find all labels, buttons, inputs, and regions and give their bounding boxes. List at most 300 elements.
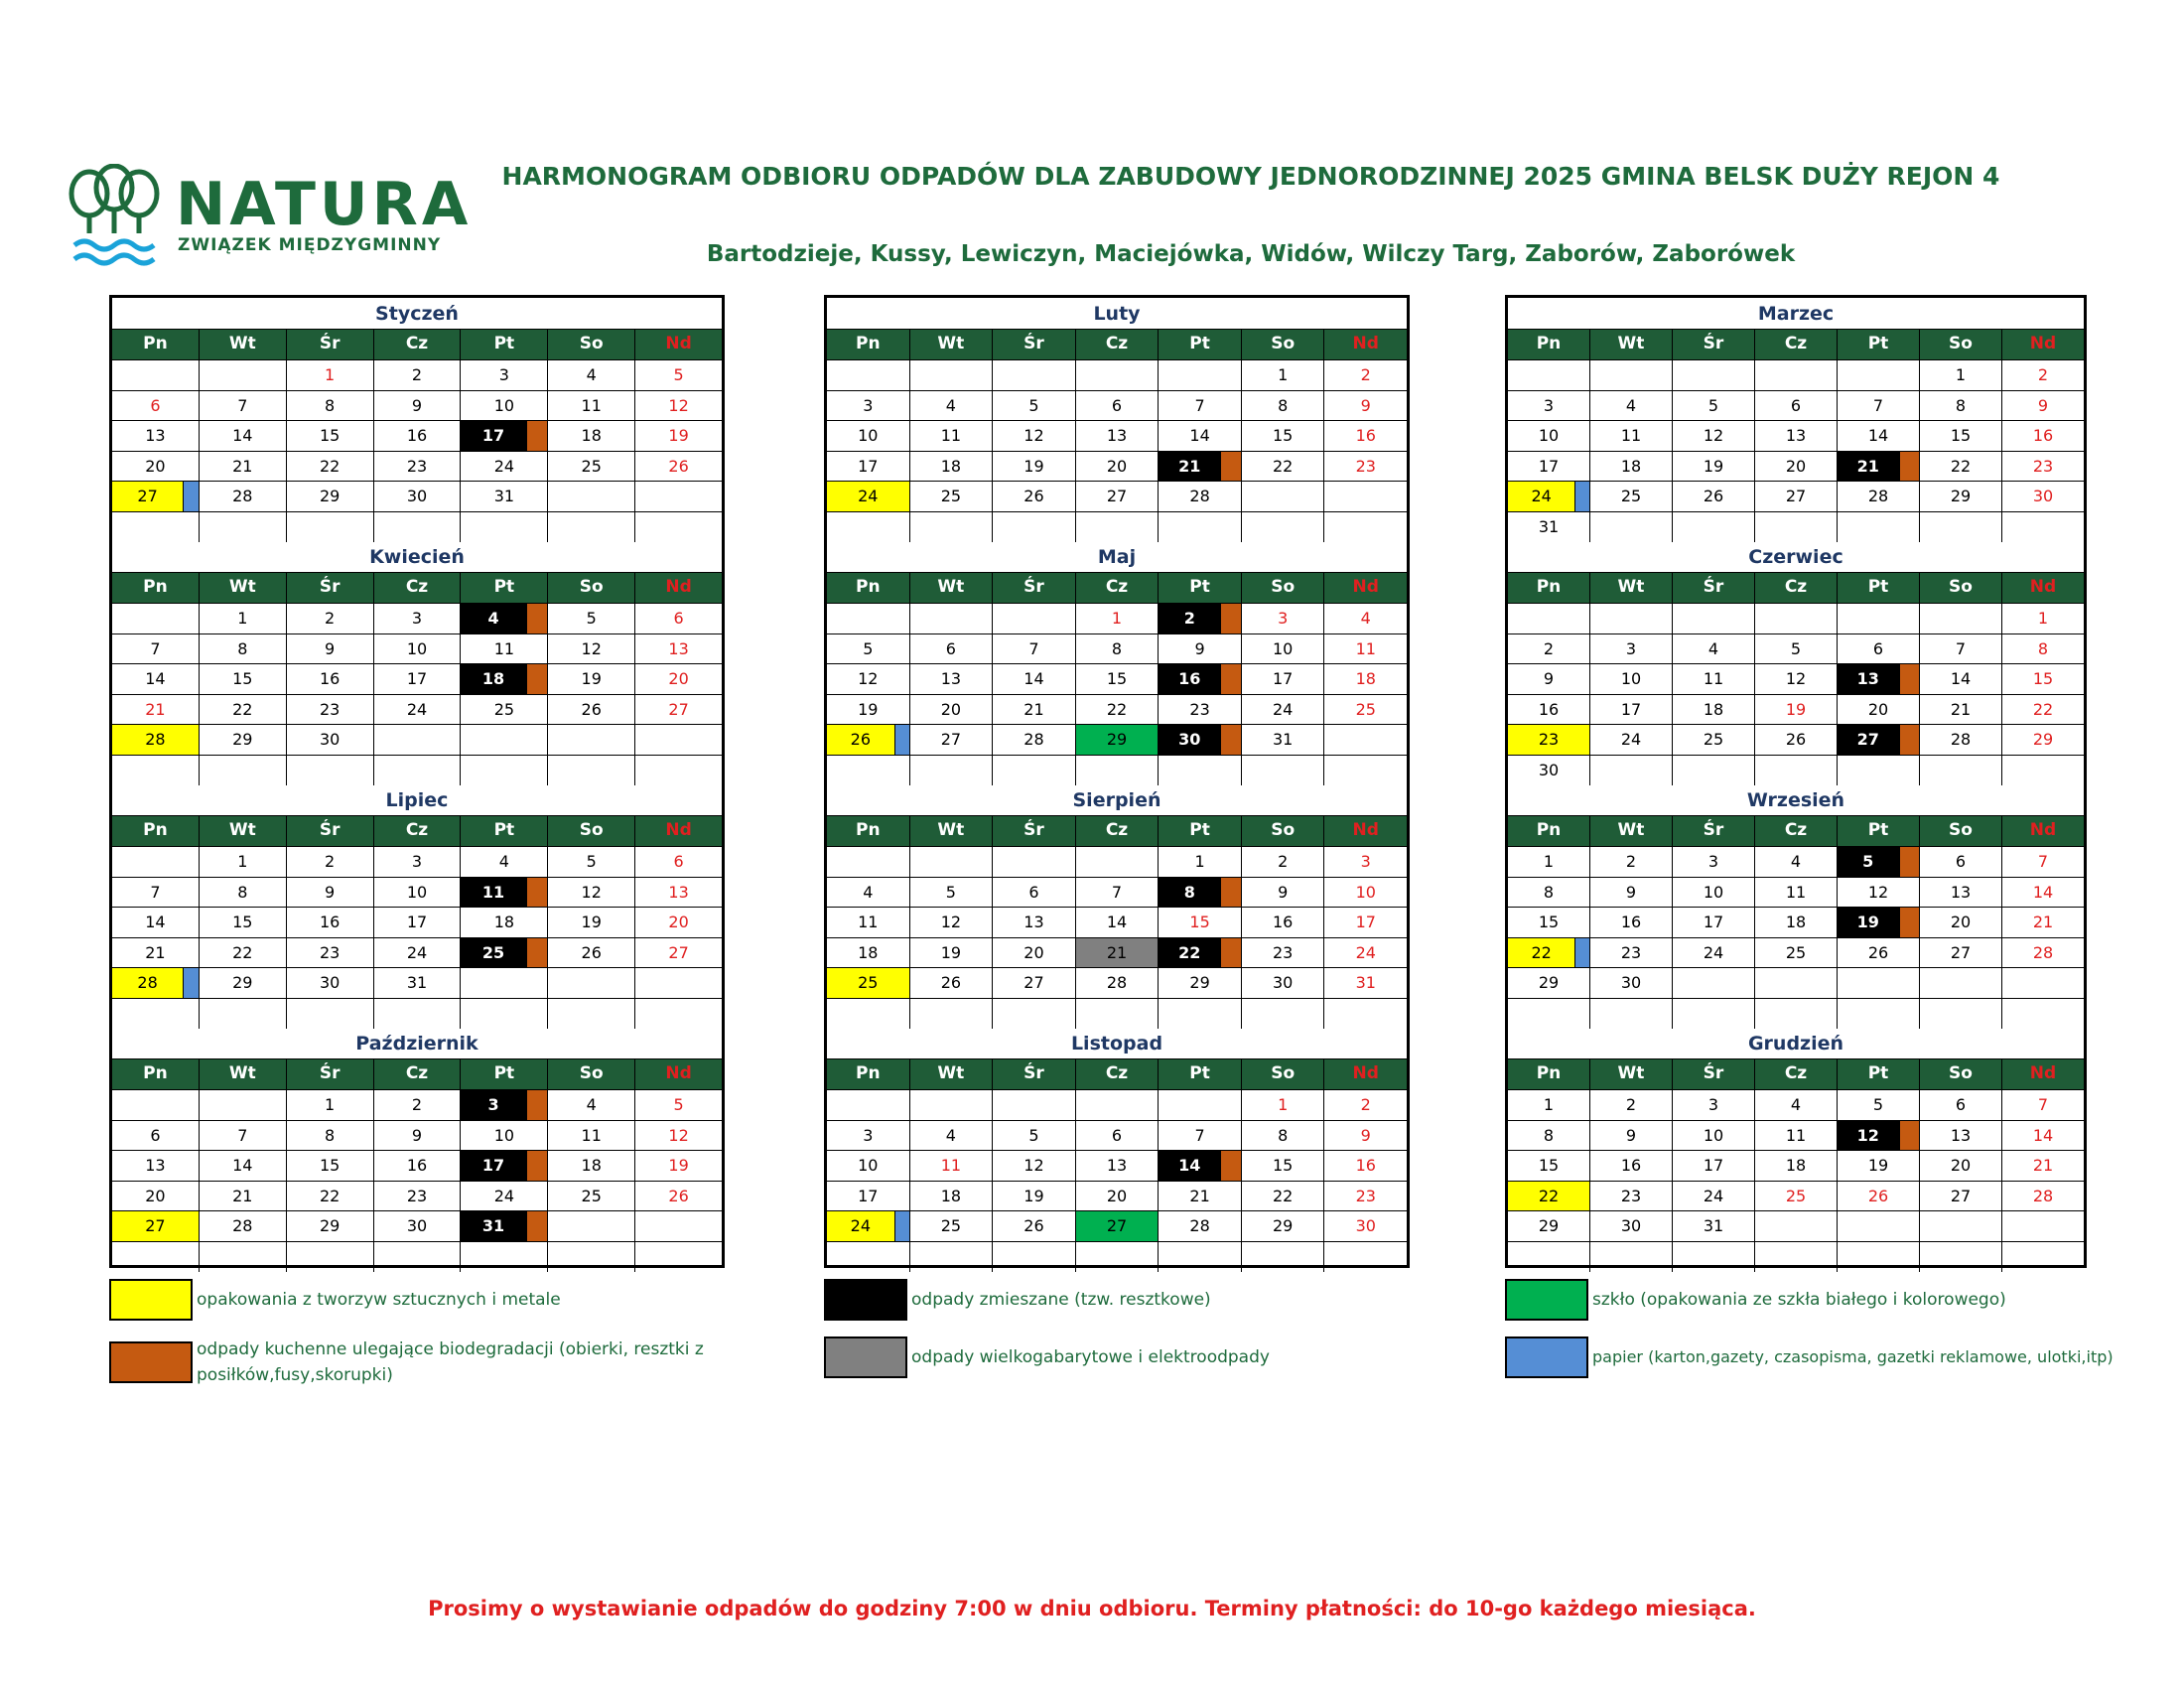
week-row	[112, 695, 722, 726]
week-row	[1508, 1151, 2084, 1182]
day-cell: 8	[1242, 391, 1325, 421]
day-cell: 22	[1076, 695, 1160, 725]
day-cell: 4	[548, 360, 635, 390]
day-cell: 1	[1508, 847, 1590, 877]
day-cell: 25	[1355, 699, 1376, 719]
day-cell: 26	[1838, 938, 1920, 968]
day-cell: 7	[1076, 878, 1160, 908]
day-cell: 1	[1076, 604, 1160, 633]
day-cell	[112, 1242, 200, 1273]
week-row	[827, 1182, 1407, 1212]
day-cell	[1920, 968, 2002, 998]
week-row	[112, 938, 722, 969]
day-cell: 12	[548, 634, 635, 664]
week-row	[1508, 695, 2084, 726]
day-cell: 29	[1242, 1211, 1325, 1241]
weekday-label: Wt	[1590, 573, 1673, 603]
weekday-label: Cz	[1755, 330, 1838, 359]
day-cell: 20	[668, 913, 689, 931]
day-cell: 14	[1159, 421, 1242, 451]
legend-swatch-plastic	[109, 1279, 193, 1321]
day-cell: 25	[1755, 938, 1838, 968]
day-cell: 30	[374, 482, 462, 511]
day-cell: 6	[112, 391, 200, 421]
legend-swatch-mixed	[824, 1279, 907, 1321]
day-cell: 27	[112, 482, 200, 511]
day-cell: 24	[1590, 725, 1673, 755]
day-cell	[1838, 604, 1920, 633]
day-cell: 22	[200, 695, 287, 725]
weekday-label: Nd	[1352, 820, 1379, 840]
day-cell: 19	[668, 426, 689, 445]
week-row	[827, 1151, 1407, 1182]
day-cell: 12	[827, 664, 910, 694]
day-cell: 12	[993, 421, 1076, 451]
day-cell: 3	[461, 1090, 548, 1120]
week-row	[827, 1121, 1407, 1152]
day-cell: 19	[1755, 695, 1838, 725]
day-cell: 16	[1590, 908, 1673, 937]
weekday-label: Pt	[461, 573, 548, 603]
day-cell	[287, 999, 374, 1030]
day-cell: 3	[827, 1121, 910, 1151]
day-cell: 20	[1076, 1182, 1160, 1211]
weekday-label: So	[548, 816, 635, 846]
day-cell	[112, 360, 200, 390]
day-cell	[1076, 1242, 1160, 1273]
day-cell: 19	[1673, 452, 1755, 482]
weekday-label: Wt	[1590, 1059, 1673, 1089]
day-cell	[2002, 999, 2084, 1030]
weekday-header	[1508, 1059, 2084, 1090]
week-row	[1508, 604, 2084, 634]
month-title: Sierpień	[827, 784, 1407, 816]
week-row	[1508, 1121, 2084, 1152]
day-cell: 11	[548, 391, 635, 421]
day-cell: 7	[200, 391, 287, 421]
day-cell: 7	[112, 634, 200, 664]
week-row	[827, 604, 1407, 634]
day-cell	[1324, 1242, 1407, 1273]
day-cell	[200, 512, 287, 543]
week-row	[1508, 1182, 2084, 1212]
day-cell: 21	[1076, 938, 1160, 968]
day-cell: 30	[2032, 487, 2054, 505]
week-row	[112, 1151, 722, 1182]
week-row	[1508, 1242, 2084, 1273]
weekday-header	[112, 573, 722, 604]
day-cell: 10	[461, 391, 548, 421]
day-cell: 13	[1076, 1151, 1160, 1181]
week-row	[1508, 847, 2084, 878]
day-cell: 23	[287, 938, 374, 968]
day-cell	[910, 1242, 994, 1273]
day-cell: 23	[1590, 1182, 1673, 1211]
day-cell: 31	[1242, 725, 1325, 755]
weekday-label: So	[1920, 573, 2002, 603]
month-title: Wrzesień	[1508, 784, 2084, 816]
day-cell	[461, 756, 548, 786]
day-cell	[2002, 968, 2084, 998]
day-cell: 15	[1242, 1151, 1325, 1181]
day-cell	[1242, 1242, 1325, 1273]
day-cell: 21	[1920, 695, 2002, 725]
day-cell: 4	[1755, 1090, 1838, 1120]
weekday-label: Nd	[2029, 577, 2057, 597]
day-cell: 19	[1838, 1151, 1920, 1181]
day-cell: 3	[374, 847, 462, 877]
day-cell: 24	[374, 695, 462, 725]
day-cell	[1920, 999, 2002, 1030]
day-cell: 5	[1838, 847, 1920, 877]
weekday-label: Pn	[112, 816, 200, 846]
week-row	[827, 847, 1407, 878]
day-cell	[548, 999, 635, 1030]
day-cell	[1159, 1242, 1242, 1273]
day-cell	[461, 999, 548, 1030]
day-cell: 13	[112, 1151, 200, 1181]
day-cell: 4	[461, 604, 548, 633]
weekday-label: Cz	[1755, 573, 1838, 603]
day-cell	[374, 1242, 462, 1273]
day-cell	[1838, 360, 1920, 390]
day-cell: 16	[287, 908, 374, 937]
weekday-label: Pn	[827, 573, 910, 603]
day-cell	[112, 999, 200, 1030]
day-cell: 13	[112, 421, 200, 451]
day-cell: 15	[1508, 908, 1590, 937]
legend-text-bulky: odpady wielkogabarytowe i elektroodpady	[911, 1347, 1270, 1367]
day-cell: 20	[1920, 908, 2002, 937]
day-cell	[548, 512, 635, 543]
footer-note: Prosimy o wystawianie odpadów do godziny 7:00 w dniu odbioru. Terminy płatności: do 10-go każdego miesiąca.	[428, 1597, 1756, 1620]
day-cell: 7	[200, 1121, 287, 1151]
day-cell: 29	[1076, 725, 1160, 755]
day-cell: 26	[548, 938, 635, 968]
week-row	[827, 878, 1407, 909]
weekday-header	[112, 816, 722, 847]
weekday-label: Pn	[827, 330, 910, 359]
day-cell	[548, 725, 635, 755]
month-8	[827, 784, 1407, 1028]
day-cell: 4	[1755, 847, 1838, 877]
logo-name: NATURA	[176, 170, 473, 239]
weekday-label: Wt	[1590, 330, 1673, 359]
legend-text-plastic: opakowania z tworzyw sztucznych i metale	[197, 1290, 561, 1310]
day-cell: 30	[287, 725, 374, 755]
day-cell: 24	[1508, 482, 1590, 511]
day-cell: 19	[910, 938, 994, 968]
day-cell: 13	[668, 882, 689, 902]
weekday-label: Pt	[1838, 816, 1920, 846]
day-cell	[1159, 756, 1242, 786]
day-cell	[1076, 999, 1160, 1030]
day-cell: 9	[1590, 878, 1673, 908]
week-row	[827, 725, 1407, 756]
day-cell: 12	[993, 1151, 1076, 1181]
day-cell: 4	[827, 878, 910, 908]
day-cell	[548, 482, 635, 511]
weekday-label: Pt	[1159, 816, 1242, 846]
day-cell: 28	[200, 482, 287, 511]
day-cell	[993, 847, 1076, 877]
weekday-label: Pn	[112, 330, 200, 359]
day-cell: 18	[1673, 695, 1755, 725]
day-cell	[287, 756, 374, 786]
week-row	[827, 421, 1407, 452]
weekday-label: So	[1920, 816, 2002, 846]
day-cell: 28	[1159, 1211, 1242, 1241]
day-cell: 20	[668, 669, 689, 688]
week-row	[112, 756, 722, 786]
day-cell	[2002, 512, 2084, 543]
day-cell: 6	[673, 609, 684, 628]
day-cell: 2	[374, 360, 462, 390]
day-cell: 27	[668, 699, 689, 719]
week-row	[112, 999, 722, 1030]
day-cell: 8	[1508, 1121, 1590, 1151]
day-cell: 27	[1838, 725, 1920, 755]
day-cell	[548, 756, 635, 786]
day-cell	[827, 604, 910, 633]
day-cell: 22	[1920, 452, 2002, 482]
day-cell: 23	[1355, 1186, 1376, 1205]
weekday-label: Wt	[910, 816, 994, 846]
day-cell: 6	[1920, 847, 2002, 877]
weekday-label: Pt	[1838, 330, 1920, 359]
day-cell: 20	[1838, 695, 1920, 725]
day-cell	[1755, 360, 1838, 390]
weekday-label: Pn	[827, 816, 910, 846]
day-cell: 11	[461, 634, 548, 664]
day-cell	[2002, 1211, 2084, 1241]
day-cell: 1	[1159, 847, 1242, 877]
week-row	[112, 482, 722, 512]
weekday-label: Wt	[200, 816, 287, 846]
day-cell: 2	[1590, 1090, 1673, 1120]
day-cell: 30	[1355, 1216, 1376, 1235]
day-cell: 3	[1590, 634, 1673, 664]
day-cell	[827, 1090, 910, 1120]
day-cell: 12	[668, 1125, 689, 1145]
day-cell: 3	[1242, 604, 1325, 633]
day-cell: 6	[1755, 391, 1838, 421]
day-cell	[827, 847, 910, 877]
day-cell: 28	[1920, 725, 2002, 755]
legend-text-mixed: odpady zmieszane (tzw. resztkowe)	[911, 1290, 1211, 1310]
day-cell: 7	[2037, 852, 2049, 871]
weekday-label: Nd	[2029, 1063, 2057, 1083]
day-cell	[1324, 512, 1407, 543]
day-cell: 14	[993, 664, 1076, 694]
day-cell	[112, 756, 200, 786]
weekday-label: Wt	[200, 573, 287, 603]
day-cell: 28	[2032, 1186, 2054, 1205]
day-cell: 17	[374, 908, 462, 937]
day-cell: 24	[827, 482, 910, 511]
day-cell	[910, 604, 994, 633]
day-cell: 22	[287, 452, 374, 482]
day-cell: 18	[1590, 452, 1673, 482]
day-cell: 6	[112, 1121, 200, 1151]
weekday-label: Wt	[1590, 816, 1673, 846]
logo-subtitle: ZWIĄZEK MIĘDZYGMINNY	[178, 235, 442, 255]
weekday-label: Cz	[374, 1059, 462, 1089]
day-cell: 19	[548, 908, 635, 937]
month-1	[112, 298, 722, 541]
day-cell	[1755, 512, 1838, 543]
day-cell: 5	[548, 847, 635, 877]
day-cell: 1	[1242, 1090, 1325, 1120]
day-cell	[461, 968, 548, 998]
day-cell: 29	[1508, 968, 1590, 998]
day-cell: 23	[1590, 938, 1673, 968]
page-subtitle: Bartodzieje, Kussy, Lewiczyn, Maciejówka, Widów, Wilczy Targ, Zaborów, Zaborówek	[706, 241, 1796, 267]
weekday-header	[1508, 573, 2084, 604]
day-cell: 24	[1355, 942, 1376, 962]
weekday-header	[1508, 816, 2084, 847]
day-cell	[548, 1242, 635, 1273]
day-cell: 17	[1508, 452, 1590, 482]
day-cell: 20	[993, 938, 1076, 968]
weekday-label: So	[1920, 1059, 2002, 1089]
day-cell: 27	[668, 942, 689, 962]
day-cell	[1920, 604, 2002, 633]
day-cell: 22	[287, 1182, 374, 1211]
day-cell: 5	[1673, 391, 1755, 421]
day-cell: 2	[1360, 1095, 1371, 1114]
day-cell	[1076, 847, 1160, 877]
day-cell: 2	[1360, 365, 1371, 384]
week-row	[112, 908, 722, 938]
day-cell: 4	[910, 391, 994, 421]
day-cell: 11	[827, 908, 910, 937]
day-cell: 21	[112, 695, 200, 725]
day-cell	[2002, 1242, 2084, 1273]
day-cell: 16	[1242, 908, 1325, 937]
day-cell: 10	[827, 421, 910, 451]
day-cell	[112, 847, 200, 877]
day-cell: 27	[993, 968, 1076, 998]
month-title: Czerwiec	[1508, 541, 2084, 573]
weekday-label: Nd	[665, 577, 692, 597]
day-cell	[1755, 968, 1838, 998]
day-cell: 27	[1076, 482, 1160, 511]
day-cell: 1	[1920, 360, 2002, 390]
weekday-label: Nd	[665, 1063, 692, 1083]
weekday-label: Wt	[200, 1059, 287, 1089]
day-cell: 1	[287, 360, 374, 390]
weekday-label: Cz	[1076, 1059, 1160, 1089]
day-cell: 27	[112, 1211, 200, 1241]
day-cell	[827, 1242, 910, 1273]
day-cell	[287, 1242, 374, 1273]
day-cell: 25	[1590, 482, 1673, 511]
day-cell	[374, 512, 462, 543]
week-row	[1508, 999, 2084, 1030]
weekday-label: Nd	[665, 820, 692, 840]
day-cell: 15	[287, 1151, 374, 1181]
month-12	[1508, 1028, 2084, 1271]
day-cell: 21	[993, 695, 1076, 725]
day-cell: 9	[287, 634, 374, 664]
day-cell	[1242, 512, 1325, 543]
day-cell: 11	[1673, 664, 1755, 694]
month-4	[112, 541, 722, 784]
day-cell: 31	[1508, 512, 1590, 543]
day-cell: 26	[993, 482, 1076, 511]
weekday-label: Cz	[1755, 816, 1838, 846]
day-cell: 25	[548, 1182, 635, 1211]
day-cell	[993, 604, 1076, 633]
week-row	[1508, 756, 2084, 786]
day-cell	[1242, 482, 1325, 511]
day-cell: 24	[1242, 695, 1325, 725]
day-cell: 25	[910, 1211, 994, 1241]
day-cell: 24	[374, 938, 462, 968]
day-cell	[461, 512, 548, 543]
natura-logo	[60, 164, 473, 283]
day-cell: 21	[112, 938, 200, 968]
weekday-label: Cz	[374, 816, 462, 846]
day-cell	[374, 999, 462, 1030]
day-cell: 4	[910, 1121, 994, 1151]
day-cell: 4	[1360, 609, 1371, 628]
day-cell	[993, 1242, 1076, 1273]
week-row	[112, 1090, 722, 1121]
day-cell: 11	[1755, 1121, 1838, 1151]
legend-paper	[1505, 1336, 2178, 1378]
day-cell: 7	[1159, 1121, 1242, 1151]
day-cell	[1508, 360, 1590, 390]
week-row	[1508, 1090, 2084, 1121]
day-cell: 27	[1920, 1182, 2002, 1211]
day-cell: 26	[1673, 482, 1755, 511]
day-cell	[1920, 1211, 2002, 1241]
day-cell: 10	[827, 1151, 910, 1181]
day-cell: 6	[673, 852, 684, 871]
day-cell: 8	[1920, 391, 2002, 421]
legend-glass	[1505, 1279, 2168, 1321]
week-row	[1508, 634, 2084, 665]
weekday-label: So	[548, 1059, 635, 1089]
day-cell: 2	[287, 847, 374, 877]
day-cell: 10	[1590, 664, 1673, 694]
day-cell: 7	[1838, 391, 1920, 421]
day-cell	[1076, 1090, 1160, 1120]
day-cell: 9	[374, 391, 462, 421]
day-cell: 5	[1755, 634, 1838, 664]
day-cell	[1508, 999, 1590, 1030]
day-cell: 8	[1242, 1121, 1325, 1151]
day-cell	[374, 725, 462, 755]
day-cell: 23	[1159, 695, 1242, 725]
week-row	[827, 1242, 1407, 1273]
weekday-label: Nd	[2029, 820, 2057, 840]
day-cell	[635, 999, 722, 1030]
weekday-header	[827, 573, 1407, 604]
weekday-label: Nd	[1352, 577, 1379, 597]
day-cell: 14	[1838, 421, 1920, 451]
page-title: HARMONOGRAM ODBIORU ODPADÓW DLA ZABUDOWY JEDNORODZINNEJ 2025 GMINA BELSK DUŻY REJON 4	[501, 162, 2000, 191]
week-row	[1508, 452, 2084, 483]
day-cell: 3	[1673, 1090, 1755, 1120]
day-cell: 20	[112, 1182, 200, 1211]
day-cell	[993, 756, 1076, 786]
weekday-label: Nd	[1352, 334, 1379, 353]
day-cell: 19	[993, 452, 1076, 482]
weekday-header	[112, 1059, 722, 1090]
